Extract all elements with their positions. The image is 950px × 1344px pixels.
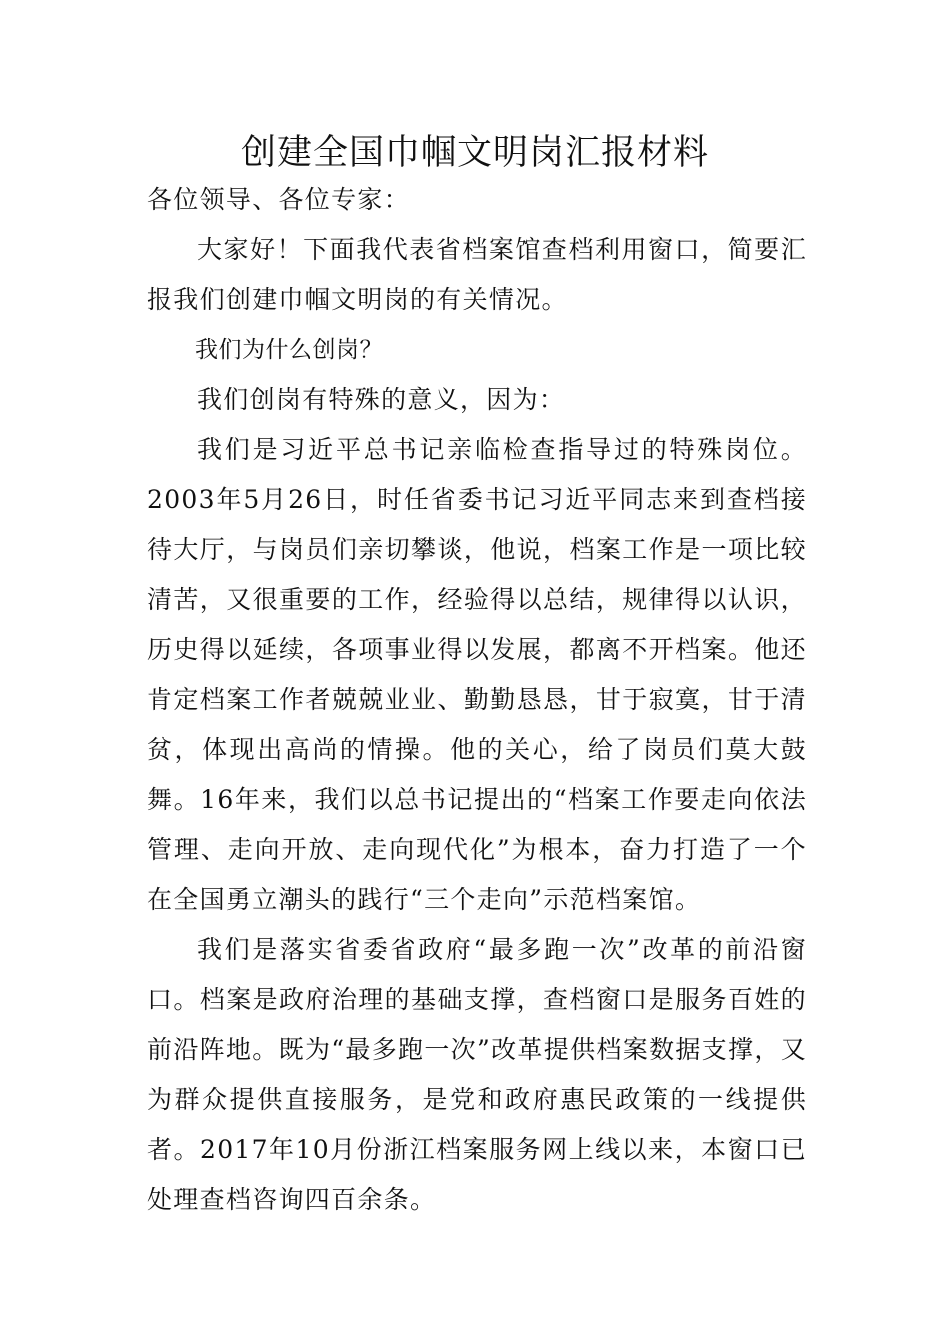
paragraph-special-post: 我们是习近平总书记亲临检查指导过的特殊岗位。2003年5月26日，时任省委书记习近平同志来到查档接待大厅，与岗员们亲切攀谈，他说，档案工作是一项比较清苦，又很重要的工作，经验得以总结，规律得以认识，历史得以延续，各项事业得以发展，都离不开档案。他还肯定档案工作者兢兢业业、勤勤恳恳，甘于寂寞，甘于清贫，体现出高尚的情操。他的关心，给了岗员们莫大鼓舞。16年来，我们以总书记提出的“档案工作要走向依法管理、走向开放、走向现代化”为根本，奋力打造了一个在全国勇立潮头的践行“三个走向”示范档案馆。 — [147, 435, 807, 914]
document-title: 创建全国巾帼文明岗汇报材料 — [240, 133, 709, 173]
document-body — [147, 175, 807, 1225]
paragraph-greeting: 大家好！下面我代表省档案馆查档利用窗口，简要汇报我们创建巾帼文明岗的有关情况。 — [147, 235, 807, 314]
paragraph-reason-intro: 我们创岗有特殊的意义，因为： — [197, 385, 566, 414]
salutation: 各位领导、各位专家： — [147, 185, 411, 214]
section-heading: 我们为什么创岗？ — [195, 337, 383, 363]
paragraph-front-window: 我们是落实省委省政府“最多跑一次”改革的前沿窗口。档案是政府治理的基础支撑，查档窗口是服务百姓的前沿阵地。既为“最多跑一次”改革提供档案数据支撑，又为群众提供直接服务，是党和政府惠民政策的一线提供者。2017年10月份浙江档案服务网上线以来，本窗口已处理查档咨询四百余条。 — [147, 935, 807, 1214]
